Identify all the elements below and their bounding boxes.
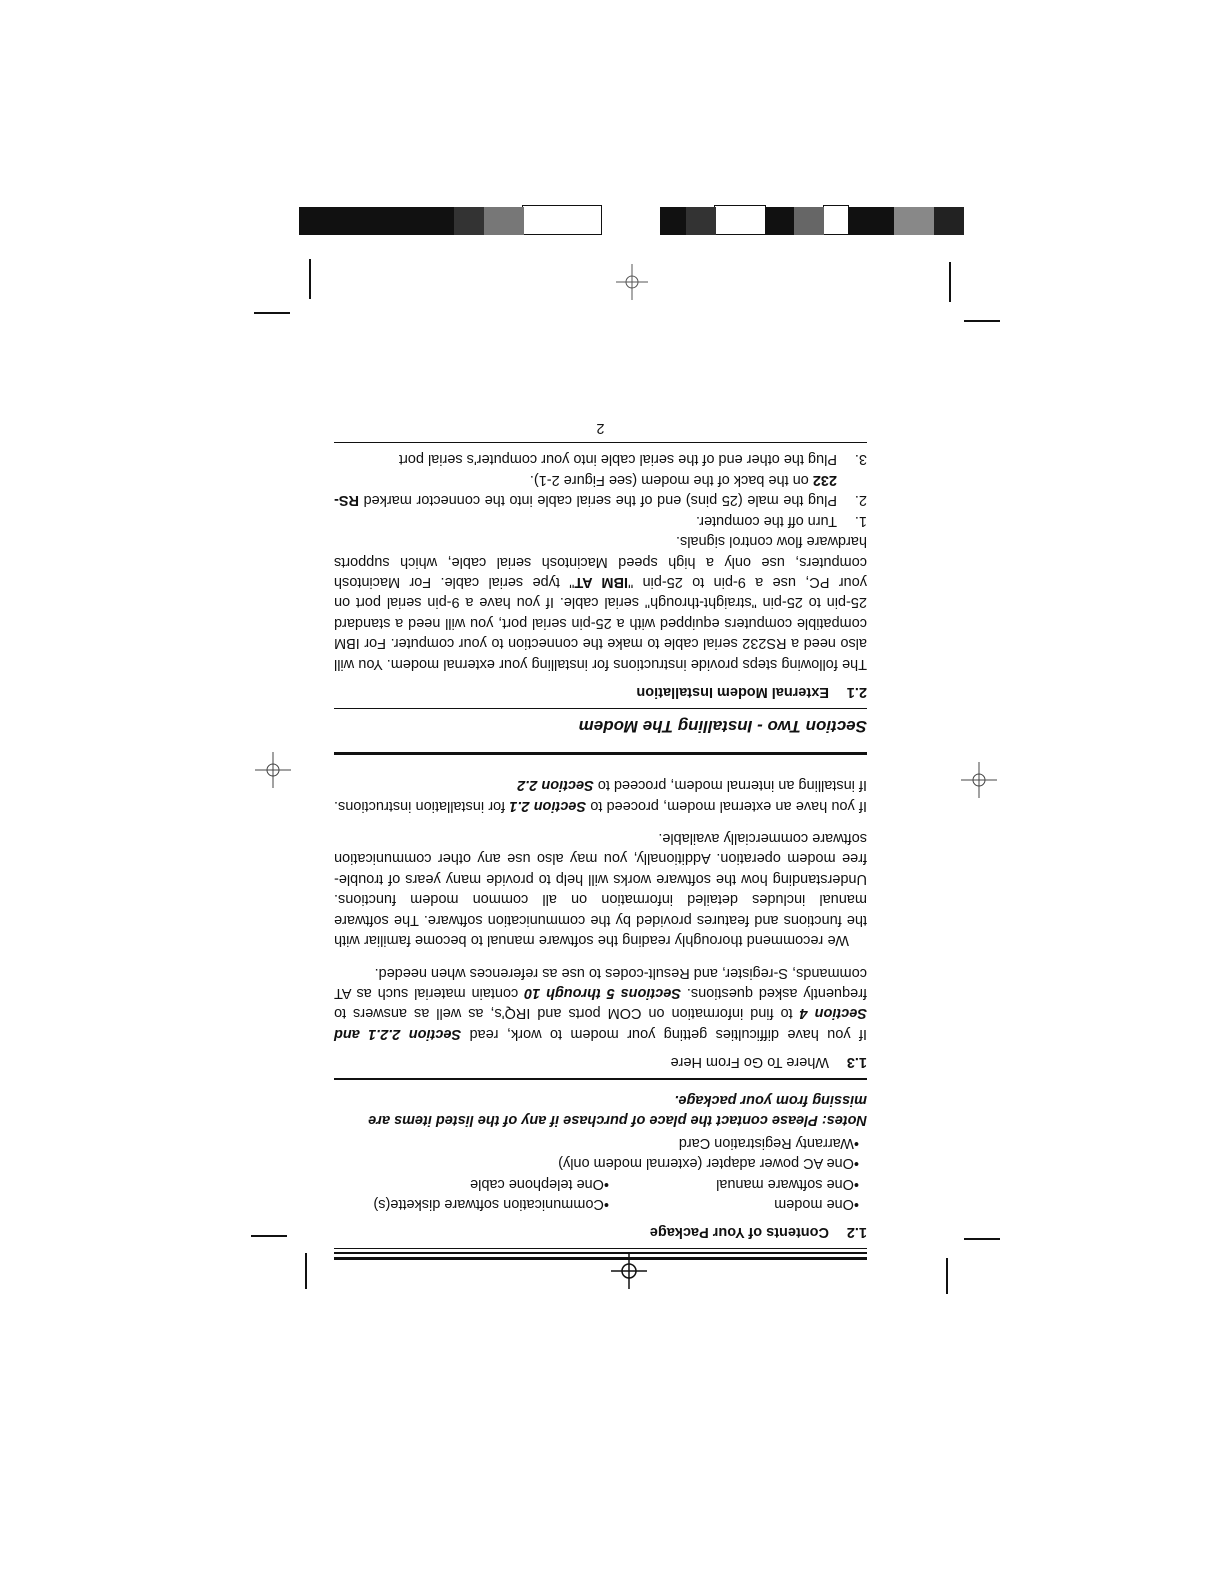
section-number: 1.3 — [846, 1054, 867, 1071]
chapter-title: Section Two - Installing The Modem — [578, 716, 867, 736]
calibration-block — [823, 205, 849, 235]
crop-mark — [305, 1253, 307, 1289]
package-note: Notes: Please contact the place of purchase if any of the listed items are missing from your package. — [368, 1092, 867, 1129]
crop-mark — [946, 1258, 948, 1294]
section-reference: Section 2.2.1 and Section 4 — [334, 1005, 867, 1042]
calibration-block — [849, 207, 894, 235]
paragraph — [334, 962, 867, 1044]
text-run: " type serial cable. For Macintosh computers, use only a high speed Macintosh serial cable, which supports hardware flow control signals. — [333, 533, 867, 590]
calibration-block — [522, 205, 602, 235]
list-item: • One telephone cable — [334, 1173, 609, 1193]
text-run: If you have difficulties getting your modem to work, read — [461, 1025, 867, 1042]
text-run: on the back of the modem (see Figure 2-1). — [529, 471, 813, 488]
text-run: If you have an external modem, proceed to — [586, 797, 867, 814]
crop-mark — [964, 1238, 1000, 1240]
calibration-block — [484, 207, 524, 235]
calibration-block — [766, 207, 794, 235]
section-rule — [334, 1078, 867, 1080]
install-step — [334, 470, 867, 511]
section-reference: Sections 5 through 10 — [524, 984, 682, 1001]
step-text — [334, 510, 837, 530]
list-item: • One software manual — [609, 1173, 859, 1193]
calibration-block — [714, 205, 766, 235]
section-heading — [334, 1052, 867, 1072]
list-item: • Communication software diskette(s) — [334, 1194, 609, 1214]
section-title: Contents of Your Package — [649, 1224, 829, 1241]
section-heading — [334, 1222, 867, 1242]
section-number: 2.1 — [846, 683, 867, 700]
crop-mark — [949, 262, 951, 302]
calibration-block — [454, 207, 484, 235]
step-number: 1. — [854, 512, 867, 529]
text-run: to find information on COM ports and IRQ's, as well as answers to frequently asked questions. — [334, 984, 867, 1022]
text-run: contain material such as AT commands, S-register, and Result-codes to use as references when needed. — [334, 964, 867, 1001]
connector-label: RS-232 — [334, 471, 837, 509]
paragraph — [334, 531, 867, 674]
list-item: • Warranty Registration Card — [334, 1132, 859, 1152]
text-run: Plug the other end of the serial cable into your computer's serial port — [398, 451, 837, 468]
page-number: 2 — [596, 419, 605, 436]
page-content — [334, 417, 867, 1260]
calibration-block — [686, 207, 716, 235]
registration-mark-icon — [961, 762, 997, 798]
list-item: • One AC power adapter (external modem only) — [334, 1153, 859, 1173]
step-text — [334, 470, 837, 511]
list-item: • One modem — [609, 1194, 859, 1214]
install-step — [334, 510, 867, 530]
section-heading — [334, 682, 867, 702]
registration-mark-icon — [616, 264, 648, 300]
paragraph — [334, 775, 867, 816]
text-run: Plug the male (25 pins) end of the serial cable into the connector marked — [358, 492, 837, 509]
crop-mark — [251, 1235, 287, 1237]
registration-mark-icon — [255, 752, 291, 788]
calibration-block — [934, 207, 964, 235]
crop-mark — [964, 320, 1000, 322]
text-run: Turn off the computer. — [695, 512, 837, 529]
step-text — [334, 449, 837, 469]
section-reference: Section 2.1 — [509, 797, 587, 814]
package-contents-list — [334, 1173, 859, 1214]
paragraph: We recommend thoroughly reading the software manual to become familiar with the functions and features provided by the communication software. The software manual includes detailed information on all common modem functions. Understanding how the software works will help to provide many years of trouble-free modem operation. Additionally, you may also use any other communication software commercially available. — [334, 830, 867, 949]
calibration-block — [299, 207, 454, 235]
page-header-rules — [334, 1249, 867, 1261]
calibration-block — [660, 207, 686, 235]
cable-type: IBM AT — [574, 573, 629, 590]
calibration-block — [794, 207, 824, 235]
section-rule — [334, 708, 867, 710]
crop-mark — [254, 312, 290, 314]
section-number: 1.2 — [846, 1224, 867, 1241]
footer-rule — [334, 442, 867, 444]
section-rule — [334, 752, 867, 755]
section-title: External Modem Installation — [636, 683, 829, 700]
step-number: 3. — [854, 451, 867, 468]
section-reference: Section 2.2 — [517, 777, 594, 794]
step-number: 2. — [854, 492, 867, 509]
crop-mark — [309, 259, 311, 299]
text-run: for installation instructions. If installing an internal modem, proceed to — [334, 777, 867, 814]
section-title: Where To Go From Here — [670, 1054, 829, 1071]
install-step — [334, 449, 867, 469]
text-run: The following steps provide instructions for installing your external modem. You will also need a RS232 serial cable to make the connection to your computer. For IBM compatible computers equipped with a 25-pin serial port, you will need a standard 25-pin to 25-pin "straight-through" serial cable. If you have a 9-pin serial port on your PC, use a 9-pin to 25-pin " — [334, 573, 867, 672]
calibration-block — [894, 207, 934, 235]
